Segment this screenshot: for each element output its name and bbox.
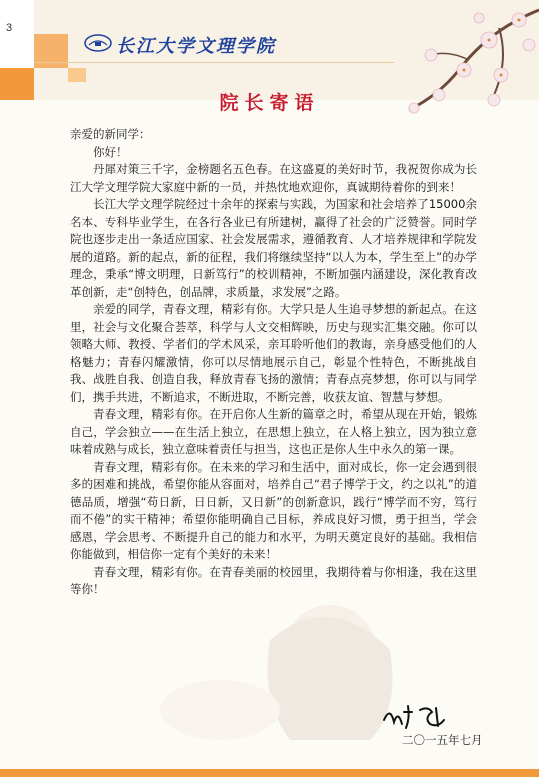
letter-body xyxy=(70,126,477,599)
footer-band xyxy=(0,769,539,777)
letter-greeting: 亲爱的新同学： xyxy=(70,127,151,141)
letter-paragraph: 亲爱的同学，青春文理，精彩有你。大学只是人生追寻梦想的新起点。在这里，社会与文化聚合荟萃，科学与人文交相辉映，历史与现实汇集交融。你可以领略大师、教授、学者们的学术风采，亲耳聆听他们的教诲，亲身感受他们的人格魅力；青春闪耀激情，你可以尽情地展示自己，彰显个性特色，不断挑战自我、战胜自我、创造自我，释放青春飞扬的激情；青春点亮梦想，你可以与同学们，携手共进，不断追求，不断进取，不断完善，收获友谊、智慧与梦想。 xyxy=(70,302,477,404)
school-name: 长江大学文理学院 xyxy=(116,36,276,57)
handwritten-signature xyxy=(380,702,450,730)
letter-paragraph: 长江大学文理学院经过十余年的探索与实践，为国家和社会培养了15000余名本、专科毕业学生，在各行各业已有所建树，赢得了社会的广泛赞誉。同时学院也逐步走出一条适应国家、社会发展需求，遵循教育、人才培养规律和学院发展的道路。新的起点，新的征程，我们将继续坚持“以人为本，学生至上”的办学理念，秉承“博文明理，日新笃行”的校训精神，不断加强内涵建设，深化教育改革创新，走“创特色，创品牌，求质量，求发展”之路。 xyxy=(70,197,477,299)
letter-hello: 你好！ xyxy=(93,144,128,159)
header-divider xyxy=(34,62,394,63)
letter-paragraph: 青春文理，精彩有你。在未来的学习和生活中，面对成长，你一定会遇到很多的困难和挑战，希望你能从容面对，培养自己“君子博学于文，约之以礼”的道德品质，增强“苟日新，日日新，又日新”的创新意识，践行“博学而不穷，笃行而不倦”的实干精神；希望你能明确自己目标，养成良好习惯，勇于担当，学会感恩，学会思考、不断提升自己的能力和水平，为明天奠定良好的基础。我相信你能做到，相信你一定有个美好的未来！ xyxy=(70,459,477,561)
page-number: 3 xyxy=(6,22,13,34)
letter-paragraph: 青春文理，精彩有你。在青春美丽的校园里，我期待着与你相逢，我在这里等你！ xyxy=(70,564,477,596)
letter-date: 二〇一五年七月 xyxy=(402,733,483,747)
plum-blossom-illustration xyxy=(369,0,539,140)
page-number-box xyxy=(0,0,34,68)
letter-paragraph: 丹犀对策三千字，金榜题名五色春。在这盛夏的美好时节，我祝贺你成为长江大学文理学院大家庭中新的一员，并热忱地欢迎你，真诚期待着你的到来！ xyxy=(70,162,477,194)
decor-square xyxy=(68,68,86,82)
letter-paragraph: 青春文理，精彩有你。在开启你人生新的篇章之时，希望从现在开始，锻炼自己，学会独立——在生活上独立，在思想上独立，在人格上独立，因为独立意味着成熟与成长，独立意味着责任与担当，这也正是你人生中永久的第一课。 xyxy=(70,407,477,456)
school-emblem-icon xyxy=(84,34,112,52)
page-title: 院长寄语 xyxy=(219,92,320,114)
